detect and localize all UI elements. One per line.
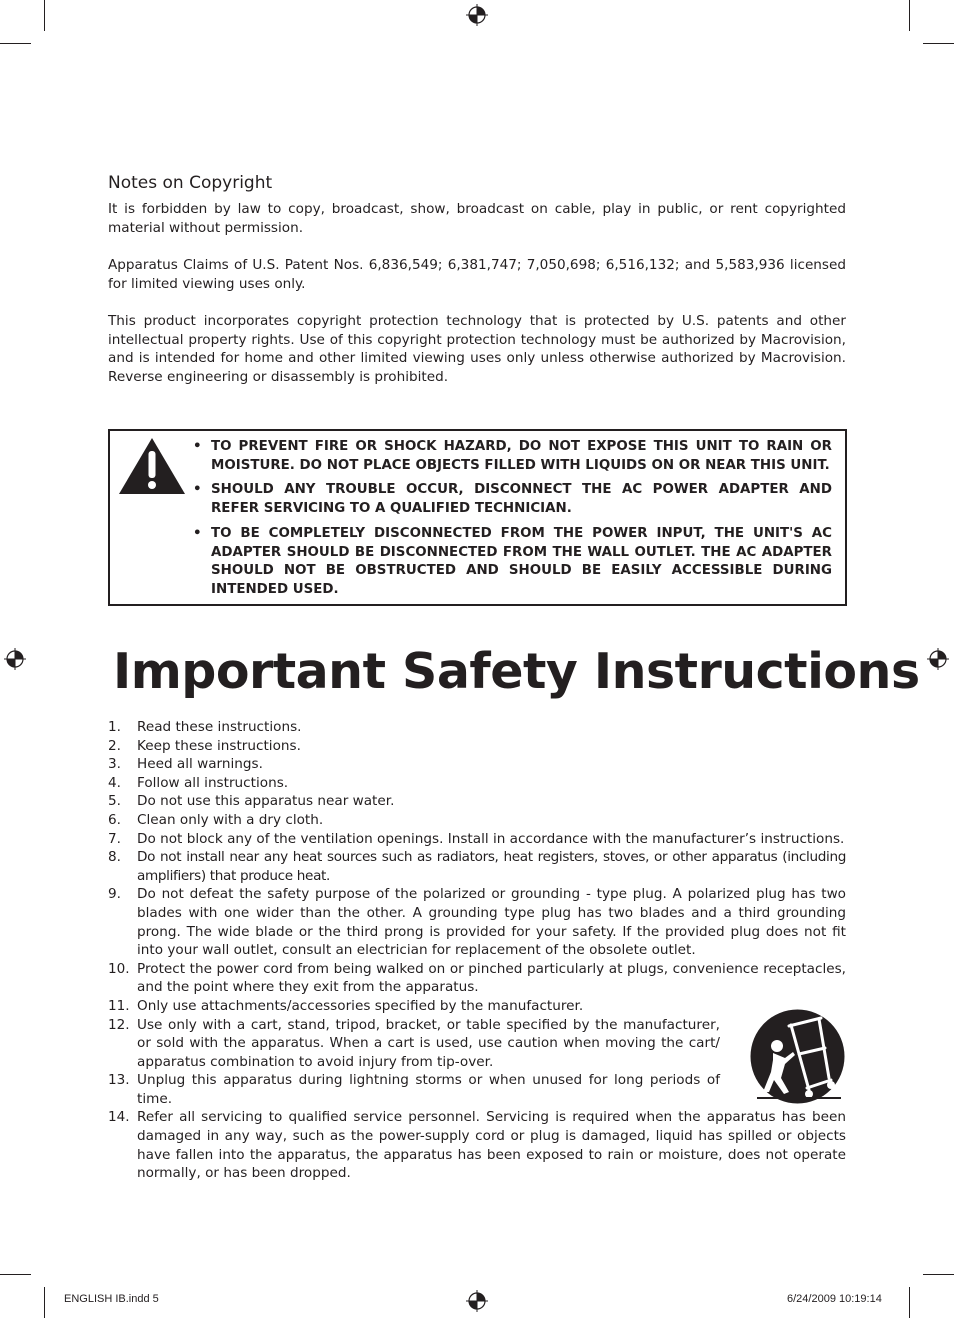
warning-text: SHOULD ANY TROUBLE OCCUR, DISCONNECT THE AC POWER ADAPTER AND REFER SERVICING TO A QUALIFIED TECHNICIAN. [211, 482, 832, 517]
list-item [108, 755, 846, 774]
step-text: Only use attachments/accessories specified by the manufacturer. [137, 997, 584, 1014]
crop-mark-top-right-v [909, 0, 910, 31]
step-number: 5. [108, 793, 121, 810]
registration-target-icon [4, 648, 26, 670]
step-number: 14. [108, 1109, 130, 1126]
step-text: Read these instructions. [137, 719, 302, 735]
list-item [108, 811, 846, 830]
list-item [108, 848, 846, 885]
warning-item [193, 525, 832, 600]
step-number: 9. [108, 886, 121, 903]
crop-mark-top-left-h [0, 43, 31, 44]
step-text: Keep these instructions. [137, 737, 301, 754]
warning-text: TO PREVENT FIRE OR SHOCK HAZARD, DO NOT EXPOSE THIS UNIT TO RAIN OR MOISTURE. DO NOT PLACE OBJECTS FILLED WITH LIQUIDS ON OR NEAR THIS UNIT. [211, 439, 832, 473]
warning-text: TO BE COMPLETELY DISCONNECTED FROM THE POWER INPUT, THE UNIT'S AC ADAPTER SHOULD BE DISCONNECTED FROM THE WALL OUTLET. THE AC ADAPTER SHOULD NOT BE OBSTRUCTED AND SHOULD BE EASILY ACCESSIBLE DURING INTENDED USED. [211, 525, 832, 597]
step-text: Follow all instructions. [137, 774, 289, 791]
step-text: Protect the power cord from being walked on or pinched particularly at plugs, convenience receptacles, and the point where they exit from the apparatus. [137, 960, 846, 996]
copyright-heading: Notes on Copyright [108, 173, 273, 193]
safety-title: Important Safety Instructions [113, 643, 920, 700]
cart-tip-over-warning-icon [749, 1008, 846, 1105]
list-item [108, 718, 846, 737]
warning-item [193, 481, 832, 518]
warning-list [193, 438, 832, 606]
step-number: 13. [108, 1072, 130, 1089]
step-number: 12. [108, 1016, 130, 1033]
crop-mark-bottom-left-h [0, 1274, 31, 1275]
list-item [108, 1071, 720, 1108]
step-text: Do not block any of the ventilation openings. Install in accordance with the manufacturer’s instructions. [137, 830, 845, 847]
step-number: 7. [108, 830, 121, 847]
warning-item [193, 438, 832, 475]
crop-mark-bottom-right-v [909, 1287, 910, 1318]
crop-mark-bottom-left-v [44, 1287, 45, 1318]
registration-target-icon [927, 648, 949, 670]
step-text: Do not defeat the safety purpose of the polarized or grounding - type plug. A polarized plug has two blades with one wider than the other. A grounding type plug has two blades and a third grounding prong. The wide blade or the third prong is provided for your safety. If the provided plug does not fit into your wall outlet, consult an electrician for replacement of the obsolete outlet. [137, 886, 846, 959]
step-text: Heed all warnings. [137, 756, 263, 773]
list-item [108, 1016, 720, 1072]
list-item [108, 1108, 846, 1182]
warning-triangle-icon [118, 437, 186, 495]
step-text: Refer all servicing to qualified service personnel. Servicing is required when the apparatus has been damaged in any way, such as the power-supply cord or plug is damaged, liquid has spilled or objects have fallen into the apparatus, the apparatus has been exposed to rain or moisture, does not operate normally, or has been dropped. [137, 1109, 846, 1182]
bullet: • [193, 525, 202, 541]
registration-target-icon [466, 4, 488, 26]
footer-timestamp: 6/24/2009 10:19:14 [787, 1293, 882, 1305]
copyright-paragraph: It is forbidden by law to copy, broadcast, show, broadcast on cable, play in public, or rent copyrighted material without permission. [108, 201, 846, 236]
patent-paragraph: Apparatus Claims of U.S. Patent Nos. 6,836,549; 6,381,747; 7,050,698; 6,516,132; and 5,583,936 licensed for limited viewing uses only. [108, 257, 846, 292]
crop-mark-bottom-right-h [923, 1274, 954, 1275]
list-item [108, 792, 846, 811]
list-item [108, 737, 846, 756]
step-number: 2. [108, 737, 121, 754]
step-text: Do not install near any heat sources such as radiators, heat registers, stoves, or other apparatus (including amplifiers) that produce heat. [137, 849, 846, 884]
step-number: 8. [108, 849, 121, 866]
bullet: • [193, 439, 202, 454]
step-number: 10. [108, 960, 130, 977]
step-number: 3. [108, 756, 121, 773]
step-text: Unplug this apparatus during lightning storms or when unused for long periods of time. [137, 1072, 720, 1107]
step-number: 1. [108, 719, 121, 735]
safety-steps-list [108, 718, 846, 1183]
step-number: 6. [108, 811, 121, 828]
crop-mark-top-left-v [44, 0, 45, 31]
list-item [108, 997, 846, 1016]
registration-target-icon [466, 1290, 488, 1312]
step-number: 11. [108, 997, 130, 1014]
footer-file-name: ENGLISH IB.indd 5 [64, 1293, 159, 1305]
step-number: 4. [108, 774, 121, 791]
step-text: Use only with a cart, stand, tripod, bracket, or table specified by the manufacturer, or sold with the apparatus. When a cart is used, use caution when moving the cart/ apparatus combination to avoid injury from tip-over. [137, 1016, 720, 1070]
crop-mark-top-right-h [923, 43, 954, 44]
step-text: Clean only with a dry cloth. [137, 811, 324, 828]
list-item [108, 774, 846, 793]
list-item [108, 830, 846, 849]
list-item [108, 960, 846, 997]
bullet: • [193, 482, 202, 498]
macrovision-paragraph: This product incorporates copyright protection technology that is protected by U.S. patents and other intellectual property rights. Use of this copyright protection technology must be authorized by Macrovision, and is intended for home and other limited viewing uses only unless otherwise authorized by Macrovision. Reverse engineering or disassembly is prohibited. [108, 313, 846, 386]
list-item [108, 885, 846, 959]
step-text: Do not use this apparatus near water. [137, 793, 395, 810]
